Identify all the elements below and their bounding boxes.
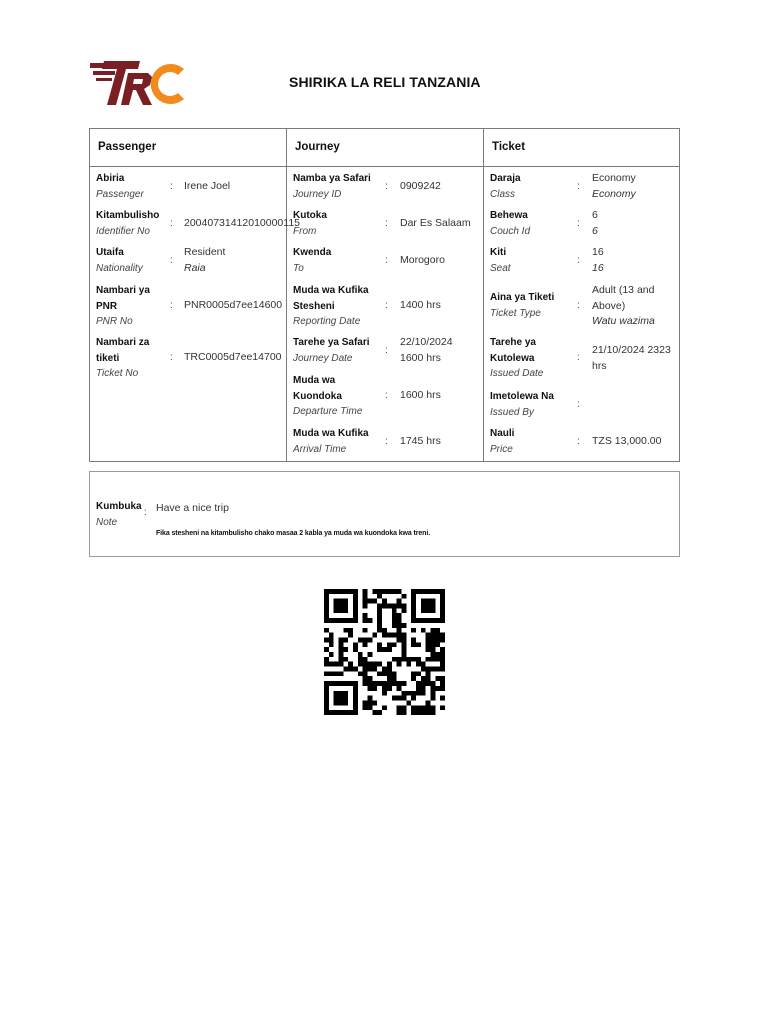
separator: : bbox=[170, 300, 173, 311]
journey-id-value: 0909242 bbox=[400, 180, 441, 192]
identifier-value: 20040731412010000115 bbox=[184, 217, 301, 229]
nationality-sublabel: Nationality bbox=[96, 262, 143, 274]
separator: : bbox=[385, 218, 388, 229]
issued-by-label: Imetolewa Na bbox=[490, 391, 554, 402]
ticket-no-sublabel: Ticket No bbox=[96, 368, 139, 379]
pnr-sublabel: PNR No bbox=[96, 316, 133, 327]
ticket-type-value-line1: Adult (13 and bbox=[592, 284, 655, 296]
class-value-sub: Economy bbox=[592, 187, 636, 200]
separator: : bbox=[385, 345, 388, 356]
coach-label: Behewa bbox=[490, 210, 528, 221]
ticket-no-label-line2: tiketi bbox=[96, 352, 120, 364]
arrival-sublabel: Arrival Time bbox=[293, 443, 347, 455]
journey-column bbox=[287, 129, 484, 461]
separator: : bbox=[385, 255, 388, 266]
journey-date-label: Tarehe ya Safari bbox=[293, 337, 370, 348]
reporting-sublabel: Reporting Date bbox=[293, 316, 361, 327]
ticket-no-value: TRC0005d7ee14700 bbox=[184, 351, 282, 363]
ticket-column-header: Ticket bbox=[484, 129, 680, 167]
ticket-qr-code bbox=[323, 589, 446, 715]
arrival-value: 1745 hrs bbox=[400, 435, 441, 447]
pnr-value: PNR0005d7ee14600 bbox=[184, 299, 283, 311]
separator: : bbox=[577, 255, 580, 266]
pnr-label-line2: PNR bbox=[96, 300, 118, 312]
ticket-type-sublabel: Ticket Type bbox=[490, 307, 541, 319]
note-label: Kumbuka bbox=[96, 501, 142, 512]
ticket-type-label: Aina ya Tiketi bbox=[490, 292, 555, 303]
price-value: TZS 13,000.00 bbox=[592, 435, 662, 447]
note-box bbox=[89, 471, 680, 557]
note-instruction: Fika stesheni na kitambulisho chako masaa 2 kabla ya muda wa kuondoka kwa treni. bbox=[156, 530, 431, 537]
class-sublabel: Class bbox=[490, 188, 516, 200]
issued-by-sublabel: Issued By bbox=[490, 406, 534, 418]
arrival-label: Muda wa Kufika bbox=[293, 428, 369, 439]
journey-time-value: 1600 hrs bbox=[400, 351, 441, 364]
price-label: Nauli bbox=[490, 428, 515, 439]
separator: : bbox=[385, 436, 388, 447]
departure-label-line1: Muda wa bbox=[293, 375, 336, 386]
passenger-name-label: Abiria bbox=[96, 173, 125, 184]
separator: : bbox=[577, 436, 580, 447]
issued-date-value-line1: 21/10/2024 2323 bbox=[592, 344, 671, 356]
to-value: Morogoro bbox=[400, 254, 445, 266]
seat-value-sub: 16 bbox=[592, 261, 604, 274]
from-sublabel: From bbox=[293, 225, 317, 237]
ticket-column bbox=[484, 129, 680, 461]
class-value: Economy bbox=[592, 172, 636, 184]
price-sublabel: Price bbox=[490, 443, 513, 455]
ticket-details-table bbox=[89, 128, 680, 462]
departure-label-line2: Kuondoka bbox=[293, 390, 342, 402]
seat-label: Kiti bbox=[490, 247, 507, 258]
reporting-label-line1: Muda wa Kufika bbox=[293, 285, 369, 296]
coach-sublabel: Couch Id bbox=[490, 225, 531, 237]
nationality-label: Utaifa bbox=[96, 247, 124, 258]
separator: : bbox=[577, 300, 580, 311]
separator: : bbox=[170, 181, 173, 192]
issued-date-label-line1: Tarehe ya bbox=[490, 337, 536, 348]
journey-date-value: 22/10/2024 bbox=[400, 336, 453, 348]
trc-logo bbox=[90, 57, 186, 109]
passenger-column-header: Passenger bbox=[90, 129, 286, 167]
separator: : bbox=[577, 181, 580, 192]
from-value: Dar Es Salaam bbox=[400, 217, 471, 229]
departure-value: 1600 hrs bbox=[400, 389, 441, 401]
to-label: Kwenda bbox=[293, 247, 332, 258]
ticket-type-value-sub: Watu wazima bbox=[592, 315, 655, 327]
separator: : bbox=[577, 399, 580, 410]
note-sublabel: Note bbox=[96, 516, 118, 528]
issued-date-sublabel: Issued Date bbox=[490, 368, 544, 379]
reporting-label-line2: Stesheni bbox=[293, 300, 335, 312]
identifier-label: Kitambulisho bbox=[96, 210, 160, 221]
journey-id-label: Namba ya Safari bbox=[293, 173, 371, 184]
separator: : bbox=[170, 255, 173, 266]
reporting-value: 1400 hrs bbox=[400, 299, 441, 311]
journey-column-header: Journey bbox=[287, 129, 483, 167]
issued-date-value-line2: hrs bbox=[592, 359, 607, 372]
seat-sublabel: Seat bbox=[490, 262, 511, 274]
journey-date-sublabel: Journey Date bbox=[293, 352, 353, 364]
separator: : bbox=[385, 390, 388, 401]
issued-date-label-line2: Kutolewa bbox=[490, 352, 535, 364]
pnr-label-line1: Nambari ya bbox=[96, 285, 150, 296]
separator: : bbox=[170, 352, 173, 363]
note-value: Have a nice trip bbox=[156, 502, 229, 514]
coach-value-sub: 6 bbox=[592, 224, 598, 237]
passenger-name-value: Irene Joel bbox=[184, 180, 231, 192]
from-label: Kutoka bbox=[293, 210, 327, 221]
to-sublabel: To bbox=[293, 262, 304, 274]
seat-value: 16 bbox=[592, 246, 604, 258]
separator: : bbox=[577, 218, 580, 229]
passenger-name-sublabel: Passenger bbox=[96, 188, 144, 200]
identifier-sublabel: Identifier No bbox=[96, 225, 150, 237]
separator: : bbox=[577, 352, 580, 363]
separator: : bbox=[144, 507, 147, 518]
class-label: Daraja bbox=[490, 173, 521, 184]
separator: : bbox=[385, 181, 388, 192]
departure-sublabel: Departure Time bbox=[293, 406, 363, 417]
ticket-type-value-line2: Above) bbox=[592, 299, 626, 312]
organization-title: SHIRIKA LA RELI TANZANIA bbox=[289, 74, 481, 90]
nationality-value-sub: Raia bbox=[184, 261, 206, 274]
separator: : bbox=[170, 218, 173, 229]
nationality-value: Resident bbox=[184, 246, 226, 258]
separator: : bbox=[385, 300, 388, 311]
ticket-no-label-line1: Nambari za bbox=[96, 337, 150, 348]
coach-value: 6 bbox=[592, 209, 598, 221]
journey-id-sublabel: Journey ID bbox=[293, 188, 342, 200]
